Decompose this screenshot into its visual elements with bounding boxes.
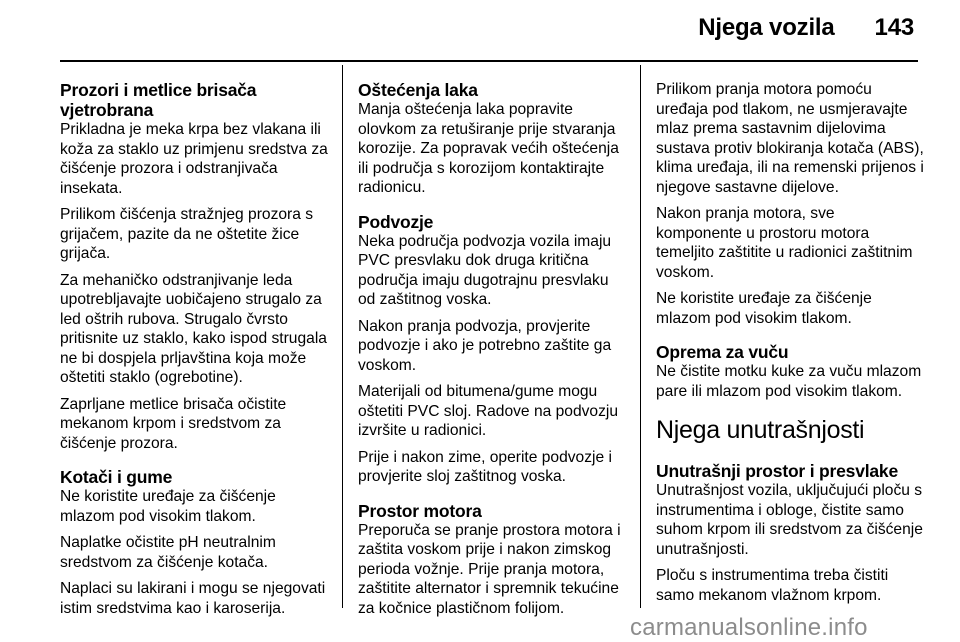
paragraph: Nakon pranja podvozja, provjerite podvozje i ako je potrebno zaštite ga voskom. bbox=[358, 317, 612, 374]
paragraph: Prikladna je meka krpa bez vlakana ili koža za staklo uz primjenu sredstva za čišćenje prozora i odstranjivača insekata. bbox=[60, 121, 328, 197]
column-3 bbox=[656, 80, 924, 612]
paragraph: Prilikom čišćenja stražnjeg prozora s grijačem, pazite da ne oštetite žice grijača. bbox=[60, 206, 314, 262]
heading-windows-wipers: Prozori i metlice brisača vjetrobrana bbox=[60, 80, 257, 120]
heading-interior-upholstery: Unutrašnji prostor i presvlake bbox=[656, 461, 898, 481]
heading-towing-equipment: Oprema za vuču bbox=[656, 342, 789, 362]
paragraph: Zaprljane metlice brisača očistite mekanom krpom i sredstvom za čišćenje prozora. bbox=[60, 395, 287, 452]
paragraph: Unutrašnjost vozila, uključujući ploču s instrumentima i obloge, čistite samo suhom krpom ili sredstvom za čišćenje unutrašnjosti. bbox=[656, 482, 923, 558]
heading-paint-damage: Oštećenja laka bbox=[358, 80, 478, 100]
paragraph: Ne koristite uređaje za čišćenje mlazom pod visokim tlakom. bbox=[656, 290, 872, 327]
heading-wheels-tyres: Kotači i gume bbox=[60, 467, 173, 487]
paragraph: Naplaci su lakirani i mogu se njegovati istim sredstvima kao i karoserija. bbox=[60, 580, 326, 617]
paragraph: Preporuča se pranje prostora motora i zaštita voskom prije i nakon zimskog perioda vožnje. Prije pranja motora, zaštitite alternator i spremnik tekućine za kočnice plastičnom folijom. bbox=[358, 521, 621, 617]
paragraph: Prije i nakon zime, operite podvozje i provjerite sloj zaštitnog voska. bbox=[358, 448, 612, 485]
header-divider bbox=[60, 60, 918, 62]
paragraph: Za mehaničko odstranjivanje leda upotrebljavajte uobičajeno strugalo za led oštrih rubova. Strugalo čvrsto pritisnite uz staklo, kako ispod strugala ne bi dospjela prljavština koja može oštetiti staklo (ogrebotine). bbox=[60, 271, 327, 386]
paragraph: Nakon pranja motora, sve komponente u prostoru motora temeljito zaštitite u radionici zaštitnim voskom. bbox=[656, 205, 913, 281]
watermark: carmanualsonline.info bbox=[630, 614, 868, 641]
paragraph: Materijali od bitumena/gume mogu oštetiti PVC sloj. Radove na podvozju izvršite u radionici. bbox=[358, 383, 619, 439]
page-number: 143 bbox=[874, 14, 914, 41]
heading-engine-compartment: Prostor motora bbox=[358, 500, 482, 521]
paragraph: Ne koristite uređaje za čišćenje mlazom pod visokim tlakom. bbox=[60, 488, 276, 525]
heading-underbody: Podvozje bbox=[358, 211, 434, 232]
page-header bbox=[698, 14, 914, 42]
paragraph: Ne čistite motku kuke za vuču mlazom pare ili mlazom pod visokim tlakom. bbox=[656, 363, 922, 400]
paragraph: Prilikom pranja motora pomoću uređaja pod tlakom, ne usmjeravajte mlaz prema sastavnim dijelovima sustava protiv blokiranja kotača (ABS), klima uređaja, ili na remenski prijenos i njegove sastavne dijelove. bbox=[656, 81, 924, 196]
column-2 bbox=[358, 80, 630, 625]
paragraph: Ploču s instrumentima treba čistiti samo mekanom vlažnom krpom. bbox=[656, 567, 889, 604]
page-title: Njega vozila bbox=[698, 14, 835, 41]
section-title-interior-care: Njega unutrašnjosti bbox=[656, 416, 865, 444]
paragraph: Manja oštećenja laka popravite olovkom za retuširanje prije stvaranja korozije. Za popravak većih oštećenja ili područja s korozijom kontaktirajte radionicu. bbox=[358, 101, 619, 196]
paragraph: Naplatke očistite pH neutralnim sredstvom za čišćenje kotača. bbox=[60, 534, 276, 571]
column-divider-2 bbox=[640, 65, 641, 608]
column-1 bbox=[60, 80, 332, 625]
paragraph: Neka područja podvozja vozila imaju PVC presvlaku dok druga kritična područja imaju dugotrajnu presvlaku od zaštitnog voska. bbox=[358, 232, 612, 308]
column-divider-1 bbox=[342, 65, 343, 608]
